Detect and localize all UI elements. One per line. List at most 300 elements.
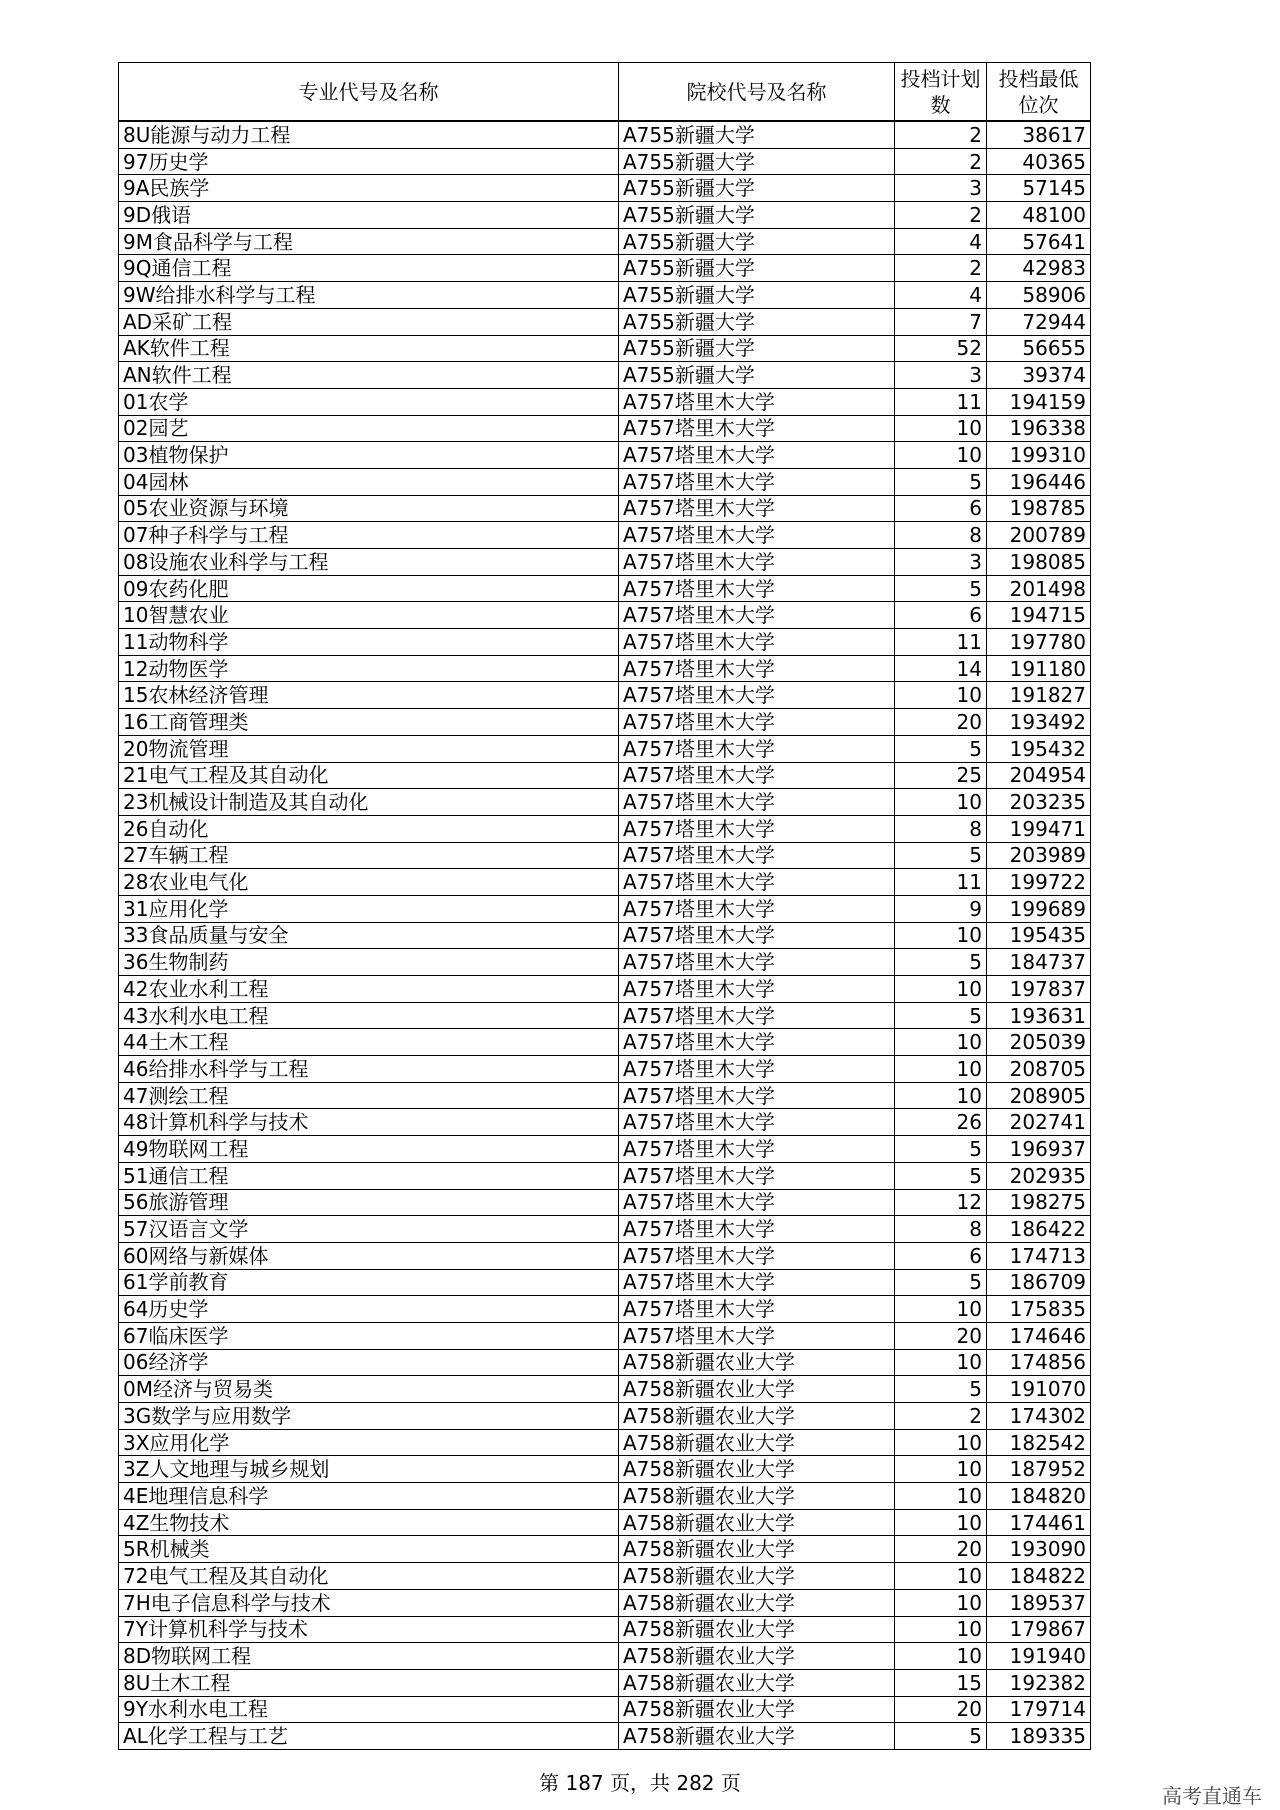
major-cell: 5R机械类 bbox=[119, 1536, 619, 1563]
table-row bbox=[119, 1483, 1091, 1510]
plan-count-cell: 8 bbox=[895, 815, 987, 842]
school-cell: A758新疆农业大学 bbox=[619, 1456, 895, 1483]
school-cell: A757塔里木大学 bbox=[619, 522, 895, 549]
min-rank-cell: 196937 bbox=[987, 1136, 1091, 1163]
plan-count-cell: 10 bbox=[895, 1029, 987, 1056]
major-cell: 48计算机科学与技术 bbox=[119, 1109, 619, 1136]
school-cell: A757塔里木大学 bbox=[619, 415, 895, 442]
table-row bbox=[119, 735, 1091, 762]
school-cell: A757塔里木大学 bbox=[619, 629, 895, 656]
table-row bbox=[119, 762, 1091, 789]
header-min-rank: 投档最低位次 bbox=[987, 63, 1091, 122]
major-cell: 61学前教育 bbox=[119, 1269, 619, 1296]
table-row bbox=[119, 1189, 1091, 1216]
major-cell: 26自动化 bbox=[119, 815, 619, 842]
school-cell: A757塔里木大学 bbox=[619, 682, 895, 709]
major-cell: 05农业资源与环境 bbox=[119, 495, 619, 522]
table-row bbox=[119, 842, 1091, 869]
major-cell: 02园艺 bbox=[119, 415, 619, 442]
min-rank-cell: 208705 bbox=[987, 1056, 1091, 1083]
table-row bbox=[119, 682, 1091, 709]
min-rank-cell: 186422 bbox=[987, 1216, 1091, 1243]
table-row bbox=[119, 1029, 1091, 1056]
plan-count-cell: 5 bbox=[895, 1269, 987, 1296]
min-rank-cell: 203235 bbox=[987, 789, 1091, 816]
table-row bbox=[119, 1322, 1091, 1349]
school-cell: A757塔里木大学 bbox=[619, 388, 895, 415]
table-row bbox=[119, 1723, 1091, 1750]
major-cell: 57汉语言文学 bbox=[119, 1216, 619, 1243]
major-cell: 21电气工程及其自动化 bbox=[119, 762, 619, 789]
table-row bbox=[119, 1162, 1091, 1189]
page-number: 第 187 页，共 282 页 bbox=[539, 1771, 741, 1795]
min-rank-cell: 48100 bbox=[987, 202, 1091, 229]
table-row bbox=[119, 1563, 1091, 1590]
plan-count-cell: 10 bbox=[895, 922, 987, 949]
school-cell: A755新疆大学 bbox=[619, 308, 895, 335]
plan-count-cell: 20 bbox=[895, 1536, 987, 1563]
school-cell: A757塔里木大学 bbox=[619, 789, 895, 816]
min-rank-cell: 189335 bbox=[987, 1723, 1091, 1750]
table-row bbox=[119, 1696, 1091, 1723]
plan-count-cell: 10 bbox=[895, 442, 987, 469]
major-cell: 44土木工程 bbox=[119, 1029, 619, 1056]
table-row bbox=[119, 495, 1091, 522]
plan-count-cell: 5 bbox=[895, 468, 987, 495]
major-cell: 97历史学 bbox=[119, 148, 619, 175]
min-rank-cell: 174302 bbox=[987, 1403, 1091, 1430]
min-rank-cell: 192382 bbox=[987, 1669, 1091, 1696]
major-cell: 9M食品科学与工程 bbox=[119, 228, 619, 255]
min-rank-cell: 199471 bbox=[987, 815, 1091, 842]
major-cell: 28农业电气化 bbox=[119, 869, 619, 896]
plan-count-cell: 52 bbox=[895, 335, 987, 362]
table-row bbox=[119, 1536, 1091, 1563]
plan-count-cell: 2 bbox=[895, 1403, 987, 1430]
plan-count-cell: 5 bbox=[895, 949, 987, 976]
plan-count-cell: 25 bbox=[895, 762, 987, 789]
header-school: 院校代号及名称 bbox=[619, 63, 895, 122]
major-cell: AL化学工程与工艺 bbox=[119, 1723, 619, 1750]
school-cell: A757塔里木大学 bbox=[619, 468, 895, 495]
min-rank-cell: 191827 bbox=[987, 682, 1091, 709]
school-cell: A757塔里木大学 bbox=[619, 549, 895, 576]
min-rank-cell: 208905 bbox=[987, 1082, 1091, 1109]
min-rank-cell: 184737 bbox=[987, 949, 1091, 976]
school-cell: A758新疆农业大学 bbox=[619, 1723, 895, 1750]
school-cell: A757塔里木大学 bbox=[619, 1216, 895, 1243]
plan-count-cell: 2 bbox=[895, 255, 987, 282]
school-cell: A757塔里木大学 bbox=[619, 735, 895, 762]
table-row bbox=[119, 949, 1091, 976]
table-row bbox=[119, 1456, 1091, 1483]
major-cell: 03植物保护 bbox=[119, 442, 619, 469]
plan-count-cell: 5 bbox=[895, 1162, 987, 1189]
min-rank-cell: 174646 bbox=[987, 1322, 1091, 1349]
major-cell: 01农学 bbox=[119, 388, 619, 415]
min-rank-cell: 202935 bbox=[987, 1162, 1091, 1189]
plan-count-cell: 5 bbox=[895, 1723, 987, 1750]
school-cell: A757塔里木大学 bbox=[619, 1296, 895, 1323]
header-plan-count: 投档计划数 bbox=[895, 63, 987, 122]
table-body bbox=[119, 121, 1091, 1749]
table-row bbox=[119, 815, 1091, 842]
major-cell: 04园林 bbox=[119, 468, 619, 495]
table-row bbox=[119, 175, 1091, 202]
table-row bbox=[119, 1136, 1091, 1163]
major-cell: 47测绘工程 bbox=[119, 1082, 619, 1109]
min-rank-cell: 194159 bbox=[987, 388, 1091, 415]
table-row bbox=[119, 655, 1091, 682]
major-cell: 9Y水利水电工程 bbox=[119, 1696, 619, 1723]
header-row bbox=[119, 63, 1091, 122]
plan-count-cell: 5 bbox=[895, 842, 987, 869]
major-cell: 9Q通信工程 bbox=[119, 255, 619, 282]
table-row bbox=[119, 629, 1091, 656]
school-cell: A757塔里木大学 bbox=[619, 1269, 895, 1296]
plan-count-cell: 5 bbox=[895, 1002, 987, 1029]
school-cell: A757塔里木大学 bbox=[619, 869, 895, 896]
school-cell: A757塔里木大学 bbox=[619, 442, 895, 469]
major-cell: 51通信工程 bbox=[119, 1162, 619, 1189]
table-row bbox=[119, 1616, 1091, 1643]
major-cell: 7H电子信息科学与技术 bbox=[119, 1589, 619, 1616]
min-rank-cell: 191940 bbox=[987, 1643, 1091, 1670]
school-cell: A758新疆农业大学 bbox=[619, 1536, 895, 1563]
major-cell: 4E地理信息科学 bbox=[119, 1483, 619, 1510]
school-cell: A757塔里木大学 bbox=[619, 709, 895, 736]
table-row bbox=[119, 255, 1091, 282]
major-cell: 08设施农业科学与工程 bbox=[119, 549, 619, 576]
school-cell: A758新疆农业大学 bbox=[619, 1376, 895, 1403]
table-row bbox=[119, 1589, 1091, 1616]
table-row bbox=[119, 1056, 1091, 1083]
table-row bbox=[119, 1349, 1091, 1376]
plan-count-cell: 26 bbox=[895, 1109, 987, 1136]
plan-count-cell: 10 bbox=[895, 1509, 987, 1536]
school-cell: A757塔里木大学 bbox=[619, 976, 895, 1003]
major-cell: 67临床医学 bbox=[119, 1322, 619, 1349]
major-cell: 72电气工程及其自动化 bbox=[119, 1563, 619, 1590]
major-cell: 8D物联网工程 bbox=[119, 1643, 619, 1670]
min-rank-cell: 58906 bbox=[987, 282, 1091, 309]
table-row bbox=[119, 575, 1091, 602]
table-row bbox=[119, 709, 1091, 736]
plan-count-cell: 5 bbox=[895, 1136, 987, 1163]
plan-count-cell: 6 bbox=[895, 495, 987, 522]
school-cell: A755新疆大学 bbox=[619, 255, 895, 282]
plan-count-cell: 7 bbox=[895, 308, 987, 335]
table-row bbox=[119, 1242, 1091, 1269]
school-cell: A757塔里木大学 bbox=[619, 602, 895, 629]
min-rank-cell: 198275 bbox=[987, 1189, 1091, 1216]
table-row bbox=[119, 388, 1091, 415]
table-row bbox=[119, 1296, 1091, 1323]
major-cell: 9W给排水科学与工程 bbox=[119, 282, 619, 309]
table-row bbox=[119, 1109, 1091, 1136]
plan-count-cell: 10 bbox=[895, 682, 987, 709]
plan-count-cell: 5 bbox=[895, 735, 987, 762]
min-rank-cell: 198785 bbox=[987, 495, 1091, 522]
plan-count-cell: 9 bbox=[895, 895, 987, 922]
plan-count-cell: 10 bbox=[895, 789, 987, 816]
plan-count-cell: 2 bbox=[895, 121, 987, 148]
table-row bbox=[119, 895, 1091, 922]
table-row bbox=[119, 121, 1091, 148]
school-cell: A757塔里木大学 bbox=[619, 1322, 895, 1349]
school-cell: A757塔里木大学 bbox=[619, 1242, 895, 1269]
plan-count-cell: 11 bbox=[895, 869, 987, 896]
min-rank-cell: 198085 bbox=[987, 549, 1091, 576]
plan-count-cell: 3 bbox=[895, 549, 987, 576]
min-rank-cell: 179714 bbox=[987, 1696, 1091, 1723]
min-rank-cell: 174856 bbox=[987, 1349, 1091, 1376]
plan-count-cell: 6 bbox=[895, 1242, 987, 1269]
plan-count-cell: 8 bbox=[895, 1216, 987, 1243]
min-rank-cell: 189537 bbox=[987, 1589, 1091, 1616]
plan-count-cell: 2 bbox=[895, 148, 987, 175]
major-cell: 27车辆工程 bbox=[119, 842, 619, 869]
min-rank-cell: 197780 bbox=[987, 629, 1091, 656]
plan-count-cell: 10 bbox=[895, 1056, 987, 1083]
school-cell: A758新疆农业大学 bbox=[619, 1403, 895, 1430]
school-cell: A757塔里木大学 bbox=[619, 1082, 895, 1109]
table-row bbox=[119, 148, 1091, 175]
table-row bbox=[119, 468, 1091, 495]
table-row bbox=[119, 976, 1091, 1003]
major-cell: 9D俄语 bbox=[119, 202, 619, 229]
plan-count-cell: 10 bbox=[895, 1456, 987, 1483]
plan-count-cell: 15 bbox=[895, 1669, 987, 1696]
min-rank-cell: 175835 bbox=[987, 1296, 1091, 1323]
school-cell: A758新疆农业大学 bbox=[619, 1509, 895, 1536]
min-rank-cell: 174713 bbox=[987, 1242, 1091, 1269]
school-cell: A757塔里木大学 bbox=[619, 655, 895, 682]
min-rank-cell: 197837 bbox=[987, 976, 1091, 1003]
admission-table bbox=[118, 62, 1091, 1750]
min-rank-cell: 205039 bbox=[987, 1029, 1091, 1056]
school-cell: A757塔里木大学 bbox=[619, 762, 895, 789]
school-cell: A755新疆大学 bbox=[619, 121, 895, 148]
plan-count-cell: 20 bbox=[895, 1322, 987, 1349]
school-cell: A758新疆农业大学 bbox=[619, 1483, 895, 1510]
min-rank-cell: 39374 bbox=[987, 362, 1091, 389]
major-cell: 07种子科学与工程 bbox=[119, 522, 619, 549]
major-cell: 8U土木工程 bbox=[119, 1669, 619, 1696]
min-rank-cell: 72944 bbox=[987, 308, 1091, 335]
plan-count-cell: 12 bbox=[895, 1189, 987, 1216]
plan-count-cell: 10 bbox=[895, 1616, 987, 1643]
plan-count-cell: 20 bbox=[895, 709, 987, 736]
min-rank-cell: 194715 bbox=[987, 602, 1091, 629]
school-cell: A757塔里木大学 bbox=[619, 1002, 895, 1029]
major-cell: 0M经济与贸易类 bbox=[119, 1376, 619, 1403]
min-rank-cell: 196446 bbox=[987, 468, 1091, 495]
school-cell: A757塔里木大学 bbox=[619, 1189, 895, 1216]
min-rank-cell: 199722 bbox=[987, 869, 1091, 896]
min-rank-cell: 42983 bbox=[987, 255, 1091, 282]
school-cell: A757塔里木大学 bbox=[619, 815, 895, 842]
table-row bbox=[119, 1216, 1091, 1243]
major-cell: 06经济学 bbox=[119, 1349, 619, 1376]
plan-count-cell: 4 bbox=[895, 282, 987, 309]
major-cell: 11动物科学 bbox=[119, 629, 619, 656]
major-cell: 64历史学 bbox=[119, 1296, 619, 1323]
min-rank-cell: 193090 bbox=[987, 1536, 1091, 1563]
min-rank-cell: 193631 bbox=[987, 1002, 1091, 1029]
school-cell: A757塔里木大学 bbox=[619, 1029, 895, 1056]
header-major: 专业代号及名称 bbox=[119, 63, 619, 122]
major-cell: 20物流管理 bbox=[119, 735, 619, 762]
plan-count-cell: 2 bbox=[895, 202, 987, 229]
school-cell: A755新疆大学 bbox=[619, 148, 895, 175]
plan-count-cell: 11 bbox=[895, 629, 987, 656]
table-row bbox=[119, 549, 1091, 576]
plan-count-cell: 5 bbox=[895, 575, 987, 602]
min-rank-cell: 57641 bbox=[987, 228, 1091, 255]
major-cell: 33食品质量与安全 bbox=[119, 922, 619, 949]
plan-count-cell: 3 bbox=[895, 175, 987, 202]
school-cell: A757塔里木大学 bbox=[619, 575, 895, 602]
plan-count-cell: 4 bbox=[895, 228, 987, 255]
min-rank-cell: 182542 bbox=[987, 1429, 1091, 1456]
plan-count-cell: 10 bbox=[895, 1589, 987, 1616]
major-cell: 36生物制药 bbox=[119, 949, 619, 976]
school-cell: A758新疆农业大学 bbox=[619, 1696, 895, 1723]
table-row bbox=[119, 202, 1091, 229]
school-cell: A758新疆农业大学 bbox=[619, 1589, 895, 1616]
table-row bbox=[119, 282, 1091, 309]
school-cell: A757塔里木大学 bbox=[619, 495, 895, 522]
min-rank-cell: 191180 bbox=[987, 655, 1091, 682]
school-cell: A757塔里木大学 bbox=[619, 949, 895, 976]
plan-count-cell: 10 bbox=[895, 1563, 987, 1590]
school-cell: A758新疆农业大学 bbox=[619, 1563, 895, 1590]
table-row bbox=[119, 1403, 1091, 1430]
school-cell: A758新疆农业大学 bbox=[619, 1429, 895, 1456]
min-rank-cell: 57145 bbox=[987, 175, 1091, 202]
major-cell: 7Y计算机科学与技术 bbox=[119, 1616, 619, 1643]
min-rank-cell: 201498 bbox=[987, 575, 1091, 602]
plan-count-cell: 14 bbox=[895, 655, 987, 682]
table-row bbox=[119, 869, 1091, 896]
school-cell: A758新疆农业大学 bbox=[619, 1669, 895, 1696]
major-cell: 49物联网工程 bbox=[119, 1136, 619, 1163]
school-cell: A755新疆大学 bbox=[619, 228, 895, 255]
school-cell: A755新疆大学 bbox=[619, 362, 895, 389]
table-row bbox=[119, 789, 1091, 816]
watermark: 高考直通车 bbox=[1162, 1784, 1262, 1808]
plan-count-cell: 5 bbox=[895, 1376, 987, 1403]
table-row bbox=[119, 522, 1091, 549]
min-rank-cell: 203989 bbox=[987, 842, 1091, 869]
major-cell: 8U能源与动力工程 bbox=[119, 121, 619, 148]
school-cell: A755新疆大学 bbox=[619, 202, 895, 229]
school-cell: A757塔里木大学 bbox=[619, 842, 895, 869]
school-cell: A758新疆农业大学 bbox=[619, 1349, 895, 1376]
min-rank-cell: 196338 bbox=[987, 415, 1091, 442]
school-cell: A758新疆农业大学 bbox=[619, 1643, 895, 1670]
min-rank-cell: 38617 bbox=[987, 121, 1091, 148]
table-row bbox=[119, 1082, 1091, 1109]
school-cell: A757塔里木大学 bbox=[619, 895, 895, 922]
min-rank-cell: 191070 bbox=[987, 1376, 1091, 1403]
min-rank-cell: 195432 bbox=[987, 735, 1091, 762]
min-rank-cell: 199689 bbox=[987, 895, 1091, 922]
school-cell: A755新疆大学 bbox=[619, 175, 895, 202]
major-cell: 15农林经济管理 bbox=[119, 682, 619, 709]
min-rank-cell: 202741 bbox=[987, 1109, 1091, 1136]
table-row bbox=[119, 442, 1091, 469]
min-rank-cell: 186709 bbox=[987, 1269, 1091, 1296]
school-cell: A755新疆大学 bbox=[619, 282, 895, 309]
table-row bbox=[119, 1269, 1091, 1296]
min-rank-cell: 195435 bbox=[987, 922, 1091, 949]
plan-count-cell: 20 bbox=[895, 1696, 987, 1723]
school-cell: A757塔里木大学 bbox=[619, 1162, 895, 1189]
plan-count-cell: 10 bbox=[895, 415, 987, 442]
table-row bbox=[119, 362, 1091, 389]
min-rank-cell: 56655 bbox=[987, 335, 1091, 362]
plan-count-cell: 10 bbox=[895, 1643, 987, 1670]
plan-count-cell: 10 bbox=[895, 1349, 987, 1376]
major-cell: 3Z人文地理与城乡规划 bbox=[119, 1456, 619, 1483]
table-row bbox=[119, 602, 1091, 629]
major-cell: 9A民族学 bbox=[119, 175, 619, 202]
table-row bbox=[119, 1002, 1091, 1029]
major-cell: AD采矿工程 bbox=[119, 308, 619, 335]
min-rank-cell: 199310 bbox=[987, 442, 1091, 469]
table-row bbox=[119, 335, 1091, 362]
school-cell: A757塔里木大学 bbox=[619, 1109, 895, 1136]
major-cell: 16工商管理类 bbox=[119, 709, 619, 736]
table-row bbox=[119, 1643, 1091, 1670]
plan-count-cell: 10 bbox=[895, 1082, 987, 1109]
plan-count-cell: 3 bbox=[895, 362, 987, 389]
major-cell: 23机械设计制造及其自动化 bbox=[119, 789, 619, 816]
major-cell: AK软件工程 bbox=[119, 335, 619, 362]
table-row bbox=[119, 415, 1091, 442]
min-rank-cell: 204954 bbox=[987, 762, 1091, 789]
plan-count-cell: 8 bbox=[895, 522, 987, 549]
school-cell: A755新疆大学 bbox=[619, 335, 895, 362]
plan-count-cell: 10 bbox=[895, 976, 987, 1003]
school-cell: A757塔里木大学 bbox=[619, 922, 895, 949]
min-rank-cell: 179867 bbox=[987, 1616, 1091, 1643]
major-cell: 56旅游管理 bbox=[119, 1189, 619, 1216]
major-cell: 09农药化肥 bbox=[119, 575, 619, 602]
major-cell: 60网络与新媒体 bbox=[119, 1242, 619, 1269]
min-rank-cell: 184822 bbox=[987, 1563, 1091, 1590]
table-row bbox=[119, 308, 1091, 335]
major-cell: 4Z生物技术 bbox=[119, 1509, 619, 1536]
major-cell: 3X应用化学 bbox=[119, 1429, 619, 1456]
plan-count-cell: 10 bbox=[895, 1429, 987, 1456]
plan-count-cell: 10 bbox=[895, 1483, 987, 1510]
school-cell: A757塔里木大学 bbox=[619, 1136, 895, 1163]
major-cell: 46给排水科学与工程 bbox=[119, 1056, 619, 1083]
school-cell: A757塔里木大学 bbox=[619, 1056, 895, 1083]
major-cell: AN软件工程 bbox=[119, 362, 619, 389]
min-rank-cell: 174461 bbox=[987, 1509, 1091, 1536]
min-rank-cell: 187952 bbox=[987, 1456, 1091, 1483]
plan-count-cell: 11 bbox=[895, 388, 987, 415]
major-cell: 10智慧农业 bbox=[119, 602, 619, 629]
min-rank-cell: 40365 bbox=[987, 148, 1091, 175]
table-row bbox=[119, 1376, 1091, 1403]
major-cell: 43水利水电工程 bbox=[119, 1002, 619, 1029]
table-row bbox=[119, 1509, 1091, 1536]
